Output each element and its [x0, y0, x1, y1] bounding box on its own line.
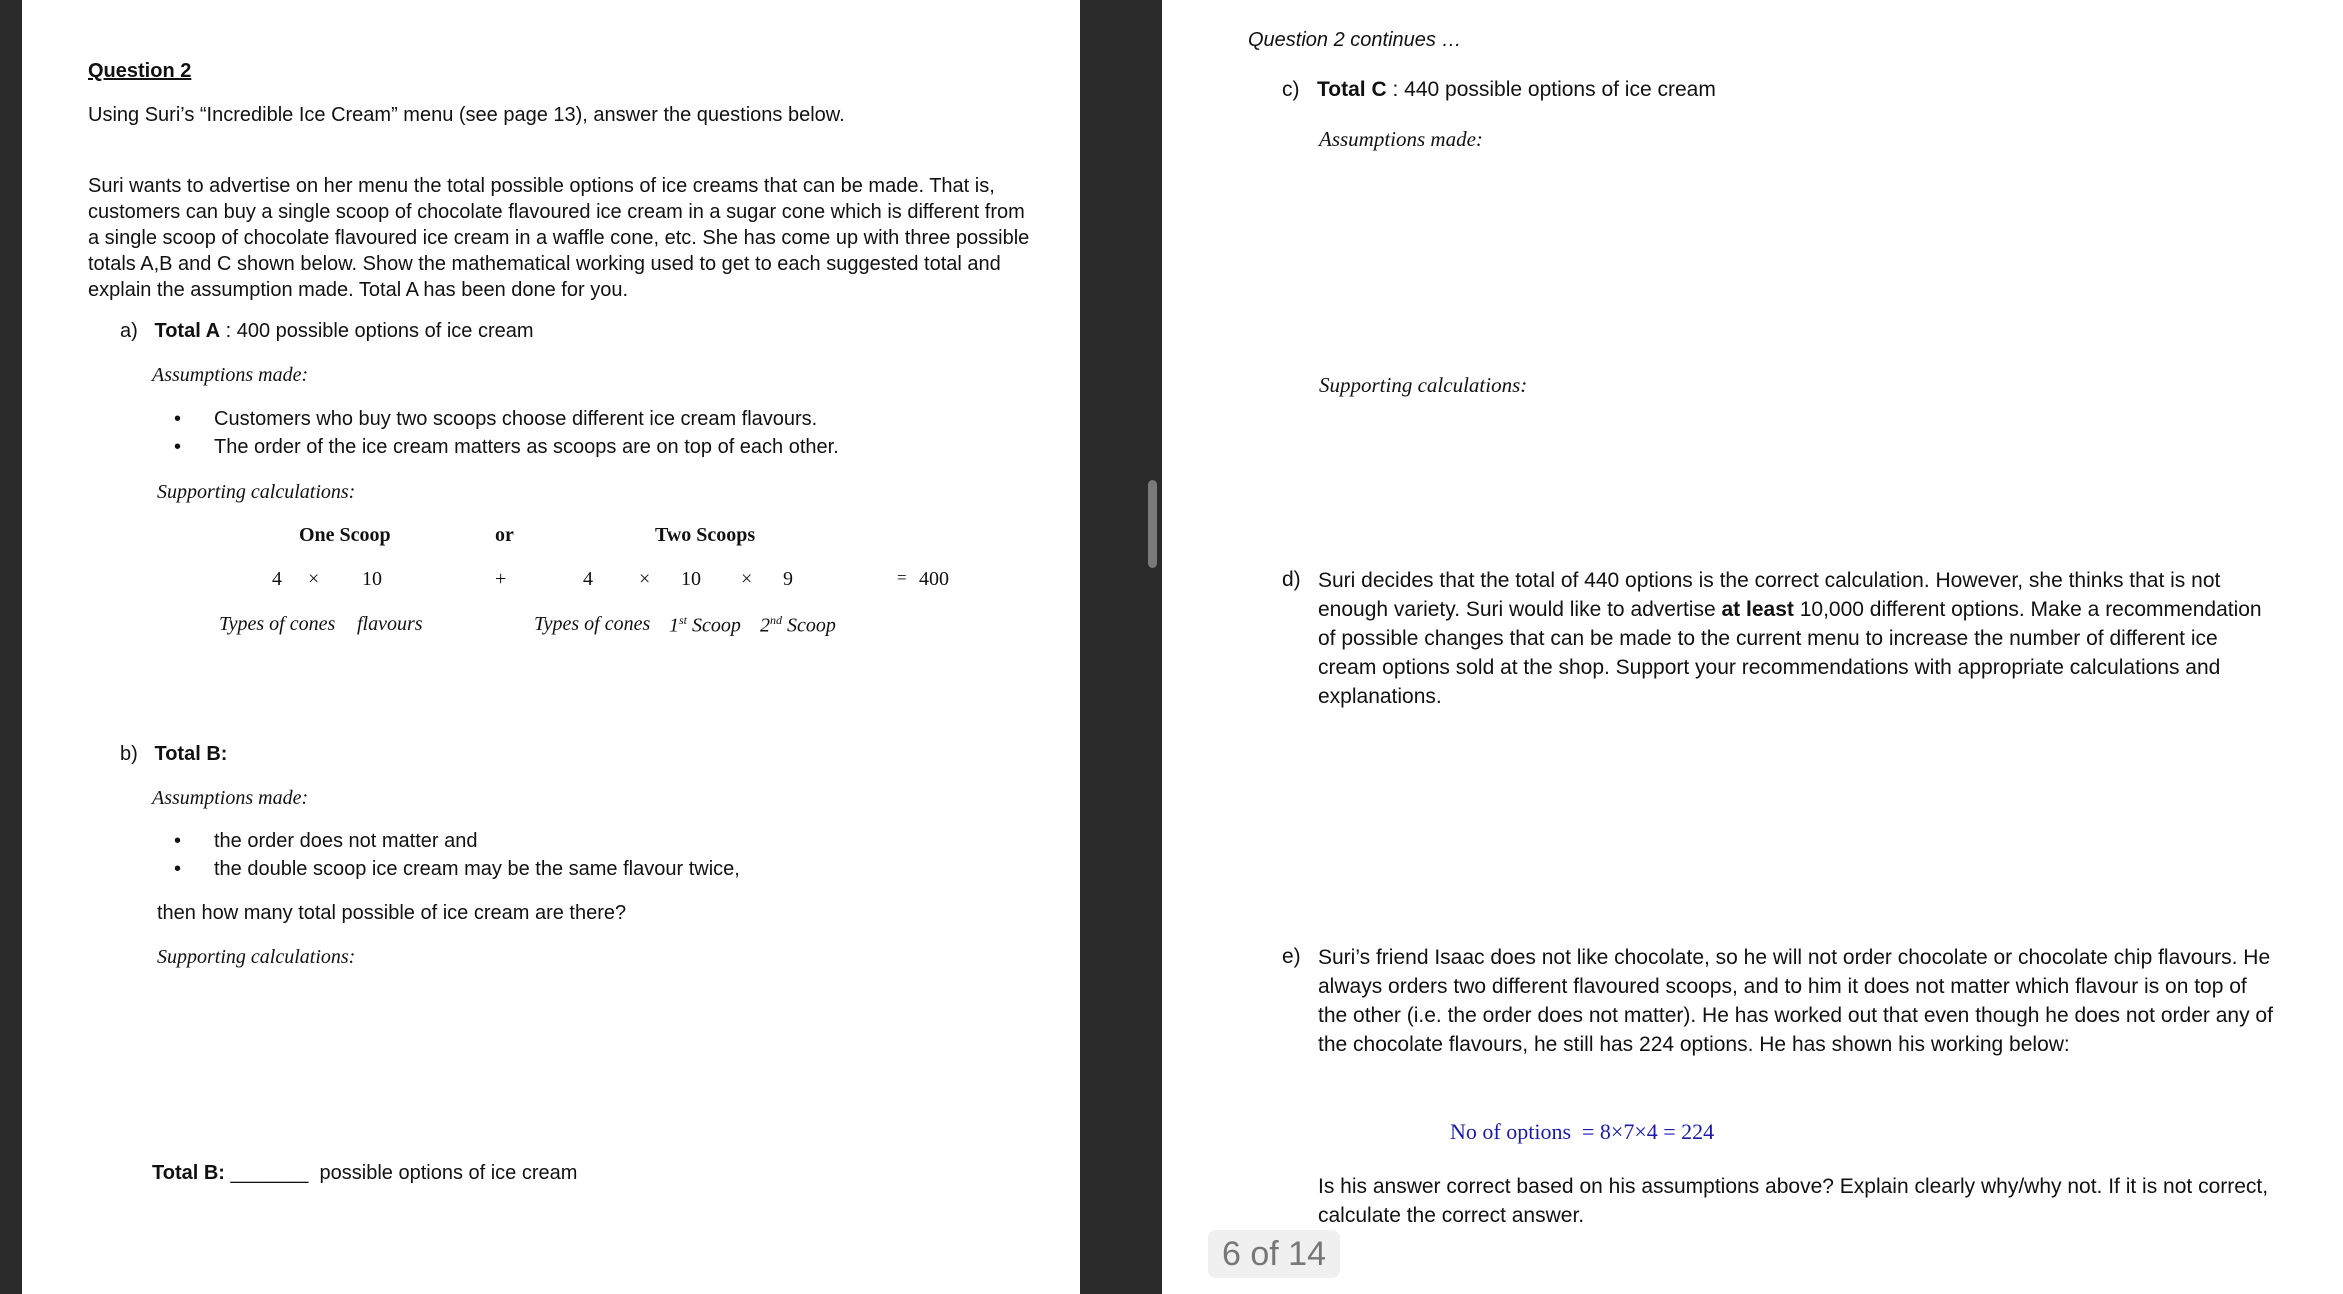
formula-expression: = 8×7×4 = 224 [1582, 1119, 1715, 1144]
part-a-text: : 400 possible options of ice cream [225, 320, 534, 342]
part-a-marker: a) [120, 320, 138, 342]
list-item: • Customers who buy two scoops choose different ice cream flavours. [152, 405, 839, 433]
list-item: • the order does not matter and [152, 827, 740, 855]
calc-label-second-scoop: 2nd Scoop [760, 613, 836, 637]
list-item: • The order of the ice cream matters as scoops are on top of each other. [152, 433, 839, 461]
isaac-working-formula [1450, 1119, 1714, 1145]
calc-times: × [639, 568, 651, 590]
calc-num: 4 [272, 568, 282, 590]
document-page-right [1162, 0, 2343, 1294]
part-d-marker: d) [1282, 568, 1301, 591]
calc-label-flavours: flavours [357, 613, 423, 635]
part-b-supporting-heading: Supporting calculations: [157, 946, 356, 968]
total-b-answer-text: possible options of ice cream [319, 1162, 578, 1184]
part-c-supporting-heading: Supporting calculations: [1319, 373, 1528, 397]
part-c-label: Total C [1317, 78, 1387, 101]
part-a-assumptions-list [152, 405, 839, 461]
scrollbar-thumb[interactable] [1148, 480, 1157, 568]
list-item: • the double scoop ice cream may be the same flavour twice, [152, 855, 740, 883]
part-a-assumptions-heading: Assumptions made: [152, 364, 309, 386]
calc-times: × [308, 568, 320, 590]
calc-label-cones: Types of cones [219, 613, 336, 635]
calc-times: × [741, 568, 753, 590]
total-b-answer-label: Total B: [152, 1162, 225, 1184]
formula-label: No of options [1450, 1119, 1571, 1144]
calc-num: 10 [362, 568, 382, 590]
part-c [1282, 78, 1716, 102]
part-b-marker: b) [120, 743, 138, 765]
calc-equals: = [897, 568, 907, 587]
part-a-supporting-heading: Supporting calculations: [157, 481, 356, 503]
question-title: Question 2 [88, 60, 192, 82]
total-b-answer-blank: _______ [230, 1162, 309, 1184]
page-indicator: 6 of 14 [1208, 1230, 1340, 1278]
question-continues: Question 2 continues … [1248, 29, 1462, 51]
part-a [120, 320, 534, 343]
part-b [120, 743, 227, 766]
part-a-label: Total A [154, 320, 221, 342]
part-e-marker: e) [1282, 945, 1301, 968]
calc-label-cones: Types of cones [534, 613, 651, 635]
part-b-label: Total B: [154, 743, 228, 765]
calc-result: 400 [919, 568, 949, 590]
document-page-left [22, 0, 1080, 1294]
calc-num: 10 [681, 568, 701, 590]
calc-two-scoops-heading: Two Scoops [655, 524, 756, 546]
calc-one-scoop-heading: One Scoop [299, 524, 391, 546]
part-b-assumptions-heading: Assumptions made: [152, 787, 309, 809]
total-b-answer-line [152, 1162, 577, 1185]
calc-label-first-scoop: 1st Scoop [669, 613, 741, 637]
part-b-question: then how many total possible of ice cream are there? [157, 902, 627, 924]
calc-plus: + [495, 568, 507, 590]
part-c-marker: c) [1282, 78, 1300, 101]
instructions-paragraph: Suri wants to advertise on her menu the total possible options of ice creams that can be made. That is, customers can buy a single scoop of chocolate flavoured ice cream in a sugar cone which is different from a single scoop of chocolate flavoured ice cream in a waffle cone, etc. She has come up with three possible totals A,B and C shown below. Show the mathematical working used to get to each suggested total and explain the assumption made. Total A has been done for you. [88, 175, 1030, 301]
part-d-emphasis: at least [1721, 598, 1794, 621]
part-e-text: Suri’s friend Isaac does not like chocolate, so he will not order chocolate or chocolate chip flavours. He always orders two different flavoured scoops, and to him it does not matter which flavour is on top of the other (i.e. the order does not matter). He has worked out that even though he does not order any of the chocolate flavours, he still has 224 options. He has shown his working below: [1318, 946, 2273, 1056]
part-c-assumptions-heading: Assumptions made: [1319, 127, 1483, 151]
calc-num: 9 [783, 568, 793, 590]
calc-or-heading: or [495, 524, 514, 546]
part-b-assumptions-list [152, 827, 740, 883]
part-d-text: Suri decides that the total of 440 options is the correct calculation. However, she thinks that is not enough variety. Suri would like to advertise at least 10,000 different options. Make a recommendation of possible changes that can be made to the current menu to increase the number of different ice cream options sold at the shop. Support your recommendations with appropriate calculations and explanations. [1318, 569, 2262, 708]
intro-text: Using Suri’s “Incredible Ice Cream” menu (see page 13), answer the questions below. [88, 104, 845, 126]
part-e-question: Is his answer correct based on his assumptions above? Explain clearly why/why not. If it is not correct, calculate the correct answer. [1318, 1175, 2269, 1227]
calc-num: 4 [583, 568, 593, 590]
part-c-text: : 440 possible options of ice cream [1392, 78, 1716, 101]
